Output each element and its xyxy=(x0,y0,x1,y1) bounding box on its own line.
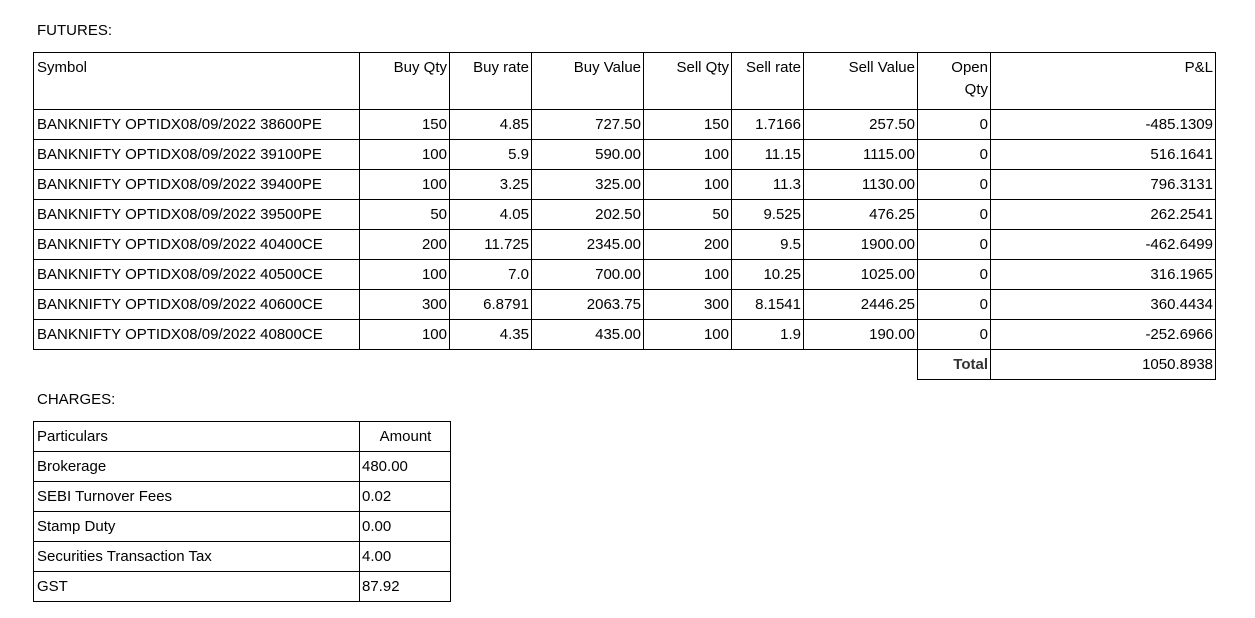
futures-header-row xyxy=(34,53,1216,110)
cell-sell-value: 190.00 xyxy=(804,320,918,350)
cell-pnl: -462.6499 xyxy=(991,230,1216,260)
header-open-qty xyxy=(918,53,991,110)
cell-buy-value: 202.50 xyxy=(532,200,644,230)
cell-open-qty: 0 xyxy=(918,320,991,350)
cell-buy-value: 2345.00 xyxy=(532,230,644,260)
cell-symbol: BANKNIFTY OPTIDX08/09/2022 40600CE xyxy=(34,290,360,320)
cell-open-qty: 0 xyxy=(918,110,991,140)
cell-symbol: BANKNIFTY OPTIDX08/09/2022 40800CE xyxy=(34,320,360,350)
cell-amount: 480.00 xyxy=(360,452,451,482)
cell-buy-qty: 100 xyxy=(360,170,450,200)
cell-pnl: -485.1309 xyxy=(991,110,1216,140)
cell-sell-qty: 100 xyxy=(644,260,732,290)
cell-pnl: 796.3131 xyxy=(991,170,1216,200)
charges-section-title: CHARGES: xyxy=(37,391,116,408)
cell-amount: 4.00 xyxy=(360,542,451,572)
cell-pnl: 316.1965 xyxy=(991,260,1216,290)
cell-buy-value: 435.00 xyxy=(532,320,644,350)
cell-sell-rate: 1.7166 xyxy=(732,110,804,140)
table-row xyxy=(34,110,1216,140)
cell-symbol: BANKNIFTY OPTIDX08/09/2022 39400PE xyxy=(34,170,360,200)
cell-particular: Stamp Duty xyxy=(34,512,360,542)
cell-buy-rate: 4.35 xyxy=(450,320,532,350)
header-amount: Amount xyxy=(360,422,451,452)
cell-buy-value: 727.50 xyxy=(532,110,644,140)
header-symbol: Symbol xyxy=(34,53,360,110)
table-row xyxy=(34,482,451,512)
cell-pnl: 360.4434 xyxy=(991,290,1216,320)
cell-buy-rate: 3.25 xyxy=(450,170,532,200)
cell-amount: 0.02 xyxy=(360,482,451,512)
header-sell-qty: Sell Qty xyxy=(644,53,732,110)
total-value: 1050.8938 xyxy=(991,350,1216,380)
cell-sell-rate: 1.9 xyxy=(732,320,804,350)
total-row xyxy=(34,350,1216,380)
futures-table xyxy=(33,52,1216,380)
cell-open-qty: 0 xyxy=(918,260,991,290)
cell-symbol: BANKNIFTY OPTIDX08/09/2022 40400CE xyxy=(34,230,360,260)
cell-buy-rate: 4.05 xyxy=(450,200,532,230)
header-sell-rate: Sell rate xyxy=(732,53,804,110)
cell-sell-value: 257.50 xyxy=(804,110,918,140)
cell-sell-rate: 8.1541 xyxy=(732,290,804,320)
cell-sell-rate: 9.5 xyxy=(732,230,804,260)
table-row xyxy=(34,452,451,482)
cell-particular: Securities Transaction Tax xyxy=(34,542,360,572)
table-row xyxy=(34,542,451,572)
cell-sell-qty: 100 xyxy=(644,170,732,200)
header-particulars: Particulars xyxy=(34,422,360,452)
table-row xyxy=(34,320,1216,350)
cell-particular: GST xyxy=(34,572,360,602)
charges-header-row xyxy=(34,422,451,452)
cell-sell-qty: 150 xyxy=(644,110,732,140)
table-row xyxy=(34,572,451,602)
cell-sell-value: 2446.25 xyxy=(804,290,918,320)
cell-buy-rate: 6.8791 xyxy=(450,290,532,320)
cell-amount: 0.00 xyxy=(360,512,451,542)
header-buy-qty: Buy Qty xyxy=(360,53,450,110)
cell-symbol: BANKNIFTY OPTIDX08/09/2022 38600PE xyxy=(34,110,360,140)
total-label: Total xyxy=(918,350,991,380)
cell-buy-value: 2063.75 xyxy=(532,290,644,320)
cell-buy-value: 700.00 xyxy=(532,260,644,290)
cell-symbol: BANKNIFTY OPTIDX08/09/2022 39500PE xyxy=(34,200,360,230)
cell-buy-qty: 200 xyxy=(360,230,450,260)
header-sell-value: Sell Value xyxy=(804,53,918,110)
futures-section-title: FUTURES: xyxy=(37,22,112,39)
cell-buy-qty: 100 xyxy=(360,140,450,170)
cell-particular: Brokerage xyxy=(34,452,360,482)
header-pnl: P&L xyxy=(991,53,1216,110)
cell-sell-qty: 50 xyxy=(644,200,732,230)
cell-buy-value: 325.00 xyxy=(532,170,644,200)
cell-sell-value: 476.25 xyxy=(804,200,918,230)
table-row xyxy=(34,230,1216,260)
cell-buy-qty: 150 xyxy=(360,110,450,140)
cell-buy-qty: 50 xyxy=(360,200,450,230)
cell-sell-qty: 100 xyxy=(644,140,732,170)
cell-sell-rate: 11.15 xyxy=(732,140,804,170)
cell-sell-qty: 200 xyxy=(644,230,732,260)
header-buy-value: Buy Value xyxy=(532,53,644,110)
table-row xyxy=(34,290,1216,320)
header-open-qty-line2: Qty xyxy=(964,81,988,98)
cell-sell-value: 1130.00 xyxy=(804,170,918,200)
cell-open-qty: 0 xyxy=(918,140,991,170)
cell-sell-value: 1025.00 xyxy=(804,260,918,290)
header-buy-rate: Buy rate xyxy=(450,53,532,110)
cell-open-qty: 0 xyxy=(918,200,991,230)
cell-open-qty: 0 xyxy=(918,170,991,200)
cell-buy-rate: 5.9 xyxy=(450,140,532,170)
cell-open-qty: 0 xyxy=(918,290,991,320)
cell-pnl: -252.6966 xyxy=(991,320,1216,350)
table-row xyxy=(34,140,1216,170)
cell-sell-value: 1115.00 xyxy=(804,140,918,170)
cell-symbol: BANKNIFTY OPTIDX08/09/2022 39100PE xyxy=(34,140,360,170)
cell-pnl: 262.2541 xyxy=(991,200,1216,230)
cell-buy-rate: 4.85 xyxy=(450,110,532,140)
table-row xyxy=(34,200,1216,230)
cell-sell-rate: 10.25 xyxy=(732,260,804,290)
cell-buy-rate: 7.0 xyxy=(450,260,532,290)
cell-open-qty: 0 xyxy=(918,230,991,260)
total-spacer xyxy=(34,350,918,380)
cell-particular: SEBI Turnover Fees xyxy=(34,482,360,512)
cell-sell-rate: 11.3 xyxy=(732,170,804,200)
cell-sell-qty: 100 xyxy=(644,320,732,350)
cell-sell-qty: 300 xyxy=(644,290,732,320)
header-open-qty-line1: Open xyxy=(951,59,988,76)
table-row xyxy=(34,260,1216,290)
cell-amount: 87.92 xyxy=(360,572,451,602)
cell-buy-rate: 11.725 xyxy=(450,230,532,260)
cell-pnl: 516.1641 xyxy=(991,140,1216,170)
cell-symbol: BANKNIFTY OPTIDX08/09/2022 40500CE xyxy=(34,260,360,290)
cell-buy-qty: 100 xyxy=(360,260,450,290)
cell-buy-qty: 300 xyxy=(360,290,450,320)
cell-buy-value: 590.00 xyxy=(532,140,644,170)
charges-table xyxy=(33,421,451,602)
cell-sell-rate: 9.525 xyxy=(732,200,804,230)
cell-buy-qty: 100 xyxy=(360,320,450,350)
cell-sell-value: 1900.00 xyxy=(804,230,918,260)
table-row xyxy=(34,170,1216,200)
table-row xyxy=(34,512,451,542)
